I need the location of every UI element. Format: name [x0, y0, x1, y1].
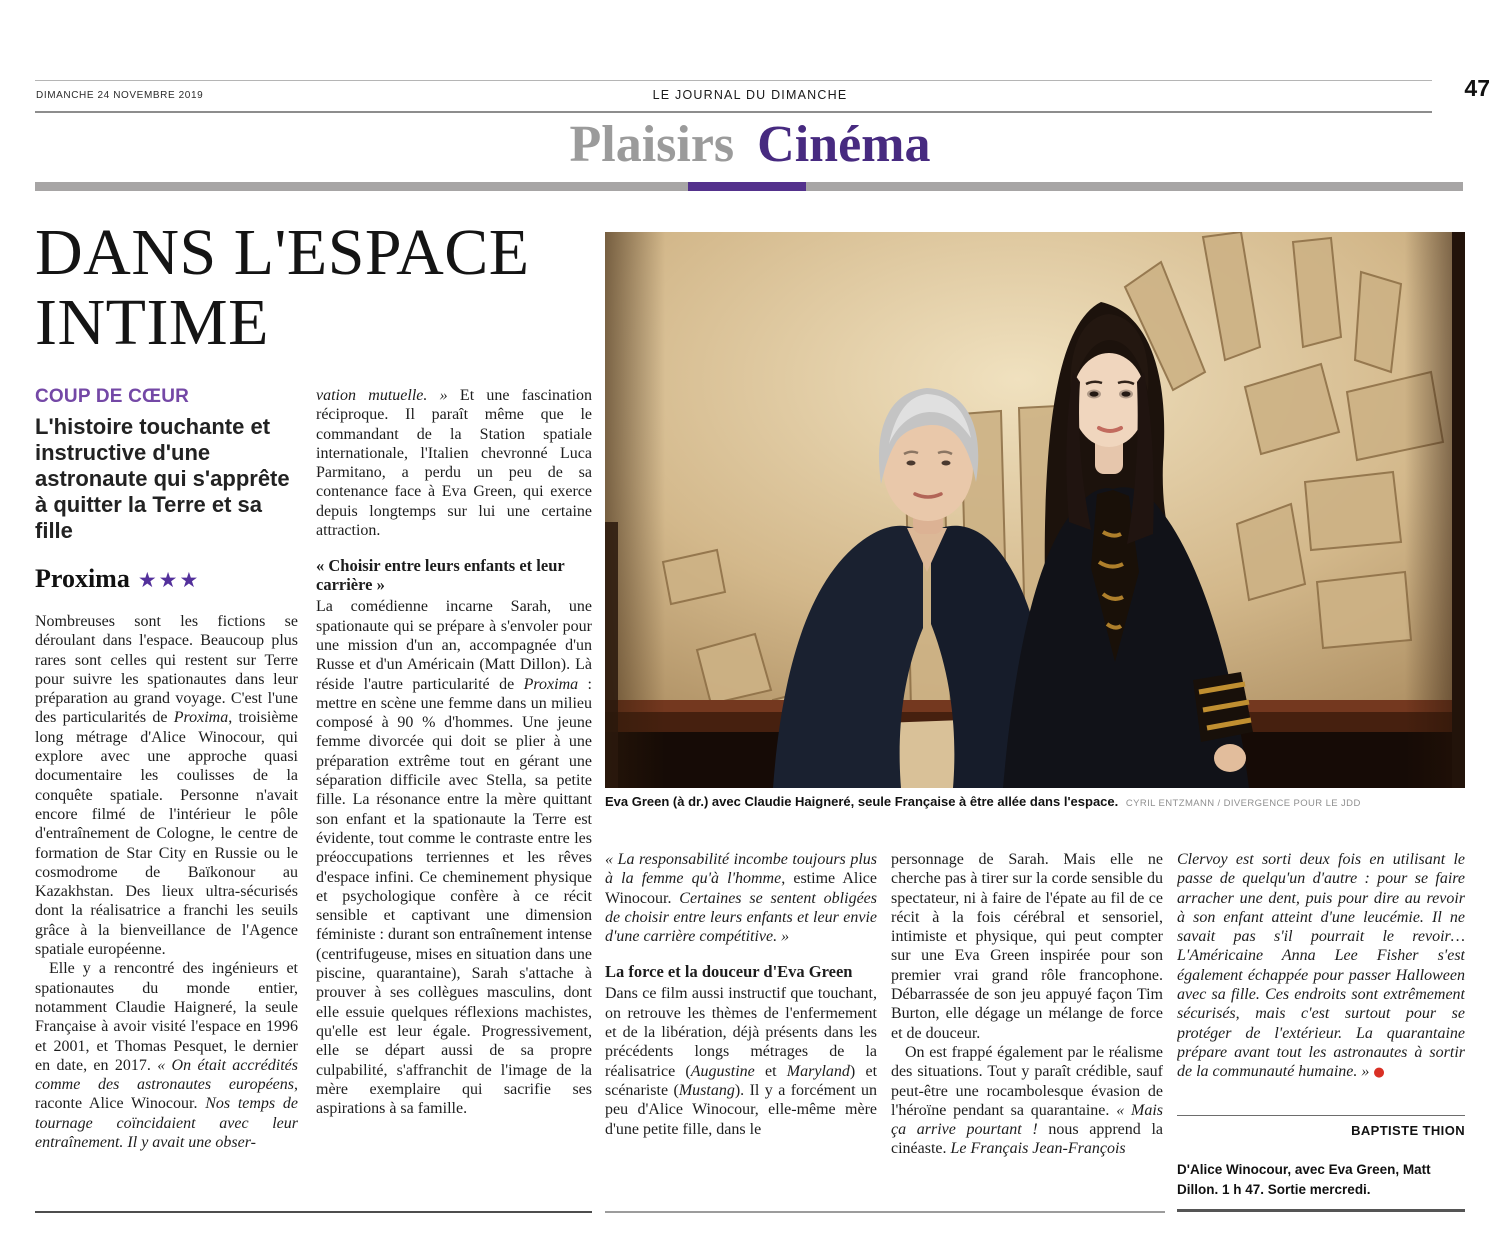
headline-line2: INTIME: [35, 286, 269, 359]
headline-line1: DANS L'ESPACE: [35, 216, 530, 289]
text-column-2: [316, 386, 592, 1198]
film-credits: D'Alice Winocour, avec Eva Green, Matt Dillon. 1 h 47. Sortie mercredi.: [1177, 1162, 1431, 1197]
header-bottom-rule: [35, 111, 1432, 113]
paragraph: La comédienne incarne Sarah, une spationaute qui se prépare à s'envoler pour une mission d'un an, accompagnée d'un Russe et d'un Américain (Matt Dillon). Là réside l'autre particularité de Proxima : mettre en scène une femme dans un milieu composé à 90 % d'hommes. Une jeune femme divorcée qui doit se plier à une préparation extrême tout en gérant une séparation difficile avec Stella, sa petite fille. La résonance entre la mère quittant son enfant et la spationaute la Terre est évidente, tout comme le contraste entre les préoccupations terriennes et les rêves d'espace infini. Ce cheminement physique et psychologique confère à ce récit sensible et captivant une dimension féministe : durant son entraînement intense (centrifugeuse, mises en situation dans une piscine, quarantaine), Sarah s'attache à prouver à ses collègues masculins, dont elle essuie quelques réflexions machistes, qu'elle est leur égale. Progressivement, elle se départ aussi de sa propre culpabilité, s'affranchit de l'image de la mère exemplaire qui sacrifie ses aspirations à sa famille.: [316, 598, 592, 1118]
caption-text: Eva Green (à dr.) avec Claudie Haigneré, seule Française à être allée dans l'espace.: [605, 794, 1119, 809]
photo-credit: CYRIL ENTZMANN / DIVERGENCE POUR LE JDD: [1125, 798, 1361, 809]
section-title-accent: Cinéma: [757, 116, 931, 173]
bottom-rule-middle: [605, 1211, 1165, 1213]
text-column-5: [1177, 850, 1465, 1120]
paragraph: Dans ce film aussi instructif que touchant, on retrouve les thèmes de l'enfermement et de la libération, déjà présents dans les précédents longs métrages de la réalisatrice (Augustine et Maryland) et scénariste (Mustang). Il y a forcément un peu d'Alice Winocour, elle-même mère d'une petite fille, dans le: [605, 985, 877, 1138]
paragraph: personnage de Sarah. Mais elle ne cherche pas à tirer sur la corde sensible du spectateur, ni à faire de l'épate au fil de ce récit à la fois cérébral et sensoriel, intimiste et physique, qui peut compter sur une Eva Green inspirée pour son premier vrai grand rôle francophone. Débarrassée de son jeu appuyé façon Tim Burton, elle dégage un mélange de force et de douceur.: [891, 851, 1163, 1042]
subhead-choisir: « Choisir entre leurs enfants et leur carrière »: [316, 556, 565, 595]
kicker: COUP DE CŒUR: [35, 386, 190, 407]
bottom-rule-right: [1177, 1209, 1465, 1212]
paragraph: « La responsabilité incombe toujours plus à la femme qu'à l'homme, estime Alice Winocour. Certaines se sentent obligées de choisir entre leurs enfants et leur envie d'une carrière compétitive. »: [605, 851, 877, 946]
film-title: Proxima: [35, 564, 130, 593]
paragraph: vation mutuelle. » Et une fascination réciproque. Il paraît même que le commandant de la Station spatiale internationale, l'Italien chevronné Luca Parmitano, a perdu un peu de sa contenance face à Eva Green, qui exerce depuis longtemps sur lui une certaine attraction.: [316, 387, 592, 540]
page-number: 47: [1464, 75, 1490, 101]
subhead-force-douceur: La force et la douceur d'Eva Green: [605, 962, 853, 982]
bottom-rule-left: [35, 1211, 592, 1213]
section-title-light: Plaisirs: [569, 116, 735, 173]
masthead: LE JOURNAL DU DIMANCHE: [652, 88, 848, 102]
byline: BAPTISTE THION: [1351, 1123, 1465, 1138]
photo-caption: [605, 794, 1465, 809]
photo-illustration: [605, 232, 1465, 788]
film-title-line: [35, 564, 298, 594]
section-bar: [35, 182, 1463, 191]
text-column-3: [605, 850, 877, 1204]
edition-date: DIMANCHE 24 NOVEMBRE 2019: [36, 90, 204, 101]
star-rating: ★★★: [137, 568, 201, 592]
article-photo: [605, 232, 1465, 788]
paragraph: Elle y a rencontré des ingénieurs et spationautes du monde entier, notamment Claudie Haigneré, la seule Française à avoir visité l'espace en 1996 et 2001, et Thomas Pesquet, le dernier en date, en 2017. « On était accrédités comme des astronautes européens, raconte Alice Winocour. Nos temps de tournage coïncidaient avec leur entraînement. Il y avait une obser-: [35, 960, 298, 1152]
text-column-1: [35, 386, 298, 1198]
text-column-4: [891, 850, 1163, 1204]
paragraph: Clervoy est sorti deux fois en utilisant le passe de quelqu'un d'autre : pour se faire arracher une dent, puis pour dire au revoir à son enfant atteint d'une leucémie. Il ne savait pas s'il pourrait le revoir… L'Américaine Anna Lee Fisher s'est également échappée pour passer Halloween avec sa fille. Ces endroits sont extrêmement sécurisés, mais c'est surtout pour se protéger de l'extérieur. La quarantaine prépare avant tout les astronautes à sortir de la communauté humaine. » ●: [1177, 851, 1465, 1081]
headline: [35, 218, 530, 358]
header-top-rule: [35, 80, 1432, 81]
paragraph: Nombreuses sont les fictions se déroulant dans l'espace. Beaucoup plus rares sont celles qui restent sur Terre pour suivre les spationautes dans leur préparation au grand voyage. C'est l'une des particularités de Proxima, troisième long métrage d'Alice Winocour, qui explore avec une approche quasi documentaire les coulisses de la conquête spatiale. Personne n'avait encore filmé de l'intérieur le pôle d'entraînement de Cologne, le centre de formation de Star City en Russie ou le cosmodrome de Baïkonour au Kazakhstan. Des lieux ultra-sécurisés dont la réalisatrice a franchi les seuils grâce à la bienveillance de l'Agence spatiale européenne.: [35, 613, 298, 959]
standfirst: L'histoire touchante et instructive d'une astronaute qui s'apprête à quitter la Terre et sa fille: [35, 414, 290, 543]
section-bar-accent: [688, 182, 806, 191]
paragraph: On est frappé également par le réalisme des situations. Tout y paraît crédible, sauf peut-être une rocambolesque évasion de l'héroïne pendant sa quarantaine. « Mais ça arrive pourtant ! nous apprend la cinéaste. Le Français Jean-François: [891, 1043, 1163, 1158]
byline-rule: [1177, 1115, 1465, 1116]
end-of-article-dot: ●: [1373, 1065, 1385, 1081]
section-title: [0, 116, 1500, 174]
